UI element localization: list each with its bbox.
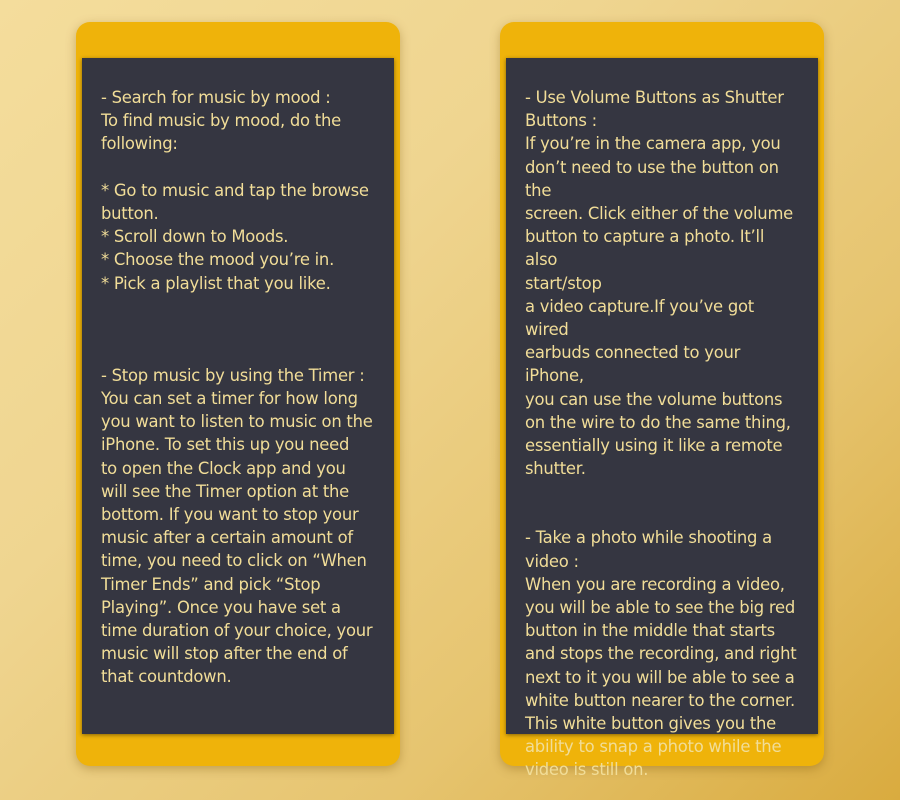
tip-photo-while-video: - Take a photo while shooting a video : When you are recording a video, you will be able to see the big red button in the middle that starts and stops the recording, and right next to it you will be able to see a white button nearer to the corner. This white button gives you the ability to snap a photo while the video is still on. xyxy=(525,528,797,780)
tips-card-right xyxy=(506,58,818,780)
tips-card-left xyxy=(82,58,394,734)
phone-frame-right xyxy=(500,22,824,780)
tip-stop-music-timer: - Stop music by using the Timer : You can set a timer for how long you want to listen to music on the iPhone. To set this up you need to open the Clock app and you will see the Timer option at the bottom. If you want to stop your music after a certain amount of time, you need to click on “When Timer Ends” and pick “Stop Playing”. Once you have set a time duration of your choice, your music will stop after the end of that countdown. xyxy=(101,365,373,687)
phone-frame-left xyxy=(76,22,400,766)
spacer xyxy=(525,480,800,526)
spacer xyxy=(101,295,376,364)
tip-search-music-by-mood: - Search for music by mood : To find music by mood, do the following: * Go to music and tap the browse button. * Scroll down to Moods. * Choose the mood you’re in. * Pick a playlist that you like. xyxy=(101,88,369,293)
tip-volume-shutter: - Use Volume Buttons as Shutter Buttons : If you’re in the camera app, you don’t need to use the button on the screen. Click either of the volume button to capture a photo. It’ll also start/stop a video capture.If you’ve got wired earbuds connected to your iPhone, you can use the volume buttons on the wire to do the same thing, essentially using it like a remote shutter. xyxy=(525,88,793,479)
